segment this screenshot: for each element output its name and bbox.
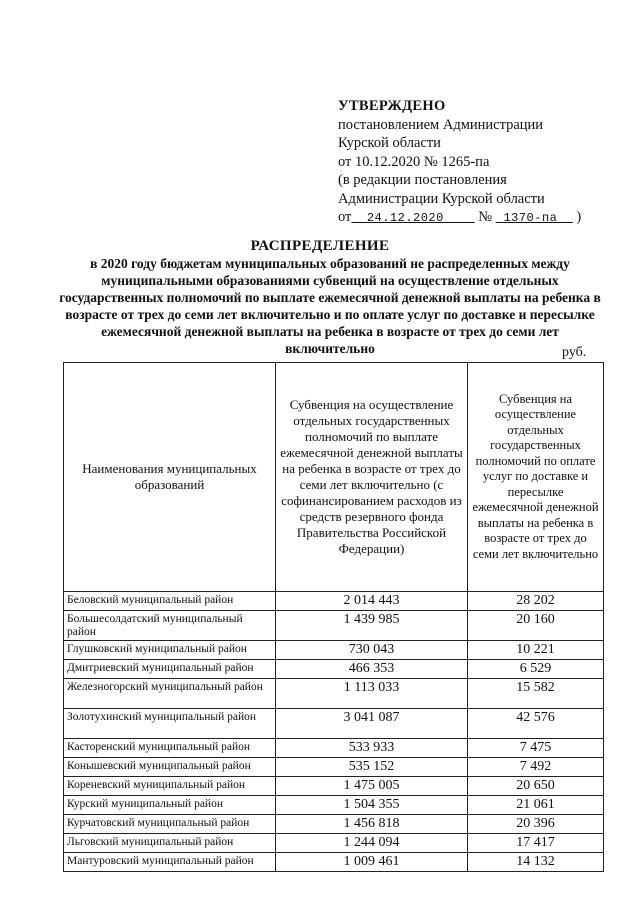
delivery-amount: 21 061	[468, 796, 604, 815]
ot-prefix: от	[338, 209, 352, 225]
header-municipality: Наименования муниципальных образований	[64, 363, 276, 592]
municipality-name: Мантуровский муниципальный район	[64, 853, 276, 872]
municipality-name: Курчатовский муниципальный район	[64, 815, 276, 834]
municipality-name: Касторенский муниципальный район	[64, 739, 276, 758]
delivery-amount: 15 582	[468, 679, 604, 709]
delivery-amount: 42 576	[468, 709, 604, 739]
delivery-amount: 17 417	[468, 834, 604, 853]
subvention-amount: 1 504 355	[276, 796, 468, 815]
approval-block	[338, 97, 608, 228]
delivery-amount: 6 529	[468, 660, 604, 679]
subvention-amount: 1 456 818	[276, 815, 468, 834]
delivery-amount: 7 492	[468, 758, 604, 777]
delivery-amount: 10 221	[468, 641, 604, 660]
approval-line-1: постановлением Администрации	[338, 116, 544, 133]
subvention-amount: 535 152	[276, 758, 468, 777]
municipality-name: Дмитриевский муниципальный район	[64, 660, 276, 679]
distribution-table	[63, 362, 604, 872]
municipality-name: Железногорский муниципальный район	[64, 679, 276, 709]
municipality-name: Кореневский муниципальный район	[64, 777, 276, 796]
municipality-name: Большесолдатский муниципальный район	[64, 611, 276, 641]
table-row	[64, 739, 604, 758]
table-row	[64, 758, 604, 777]
subvention-amount: 1 009 461	[276, 853, 468, 872]
table-row	[64, 709, 604, 739]
delivery-amount: 20 160	[468, 611, 604, 641]
delivery-amount: 14 132	[468, 853, 604, 872]
subvention-amount: 466 353	[276, 660, 468, 679]
municipality-name: Глушковский муниципальный район	[64, 641, 276, 660]
approval-line-6	[338, 208, 608, 228]
municipality-name: Льговский муниципальный район	[64, 834, 276, 853]
approval-line-5: Администрации Курской области	[338, 190, 545, 207]
subvention-amount: 3 041 087	[276, 709, 468, 739]
approval-title: УТВЕРЖДЕНО	[338, 98, 446, 114]
municipality-name: Конышевский муниципальный район	[64, 758, 276, 777]
document-title: РАСПРЕДЕЛЕНИЕ	[250, 238, 390, 254]
subvention-amount: 1 113 033	[276, 679, 468, 709]
table-row	[64, 611, 604, 641]
municipality-name: Курский муниципальный район	[64, 796, 276, 815]
approval-line-2: Курской области	[338, 135, 441, 151]
table-row	[64, 853, 604, 872]
subvention-amount: 1 244 094	[276, 834, 468, 853]
municipality-name: Беловский муниципальный район	[64, 592, 276, 611]
table-header-row	[64, 363, 604, 592]
delivery-amount: 7 475	[468, 739, 604, 758]
table-row	[64, 679, 604, 709]
delivery-amount: 28 202	[468, 592, 604, 611]
amended-date: 24.12.2020	[366, 211, 444, 225]
close-paren: )	[576, 209, 582, 225]
subvention-amount: 1 475 005	[276, 777, 468, 796]
table-row	[64, 660, 604, 679]
approval-line-3: от 10.12.2020 № 1265-па	[338, 153, 490, 170]
approval-line-4: (в редакции постановления	[338, 172, 507, 188]
subvention-amount: 730 043	[276, 641, 468, 660]
delivery-amount: 20 650	[468, 777, 604, 796]
table-row	[64, 834, 604, 853]
table-row	[64, 815, 604, 834]
table-row	[64, 641, 604, 660]
number-prefix: №	[478, 209, 493, 225]
currency-unit: руб.	[562, 345, 587, 360]
amended-number: 1370-па	[503, 211, 558, 225]
header-delivery: Субвенция на осуществление отдельных государственных полномочий по оплате услуг по доставке и пересылке ежемесячной денежной выплаты на ребенка в возрасте от трех до семи лет включительно	[468, 363, 604, 592]
municipality-name: Золотухинский муниципальный район	[64, 709, 276, 739]
subvention-amount: 2 014 443	[276, 592, 468, 611]
subvention-amount: 533 933	[276, 739, 468, 758]
document-subtitle: в 2020 году бюджетам муниципальных образований не распределенных между муниципальными образованиями субвенций на осуществление отдельных государственных полномочий по выплате ежемесячной денежной выплаты на ребенка в возрасте от трех до семи лет включительно и по оплате услуг по доставке и пересылке ежемесячной денежной выплаты на ребенка в возрасте от трех до семи лет включительно	[59, 256, 601, 356]
header-subvention: Субвенция на осуществление отдельных государственных полномочий по выплате ежемесячной денежной выплаты на ребенка в возрасте от трех до семи лет включительно (с софинансированием расходов из средств резервного фонда Правительства Российской Федерации)	[276, 363, 468, 592]
delivery-amount: 20 396	[468, 815, 604, 834]
table-row	[64, 777, 604, 796]
table-row	[64, 592, 604, 611]
table-row	[64, 796, 604, 815]
subvention-amount: 1 439 985	[276, 611, 468, 641]
